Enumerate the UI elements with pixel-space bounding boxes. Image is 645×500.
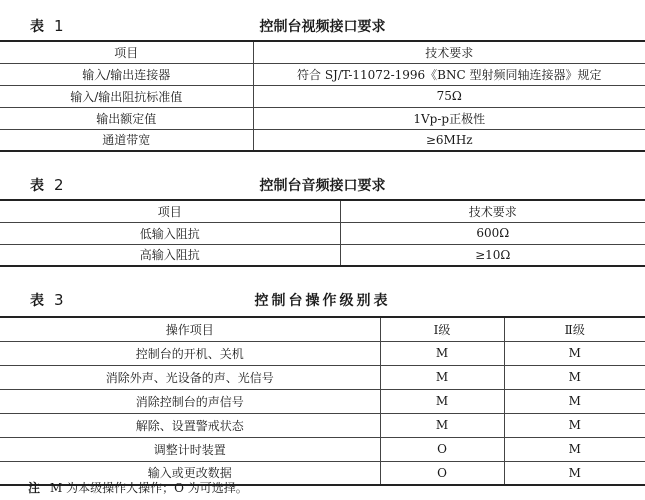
- table-cell: 输入/输出阻抗标准值: [0, 85, 253, 107]
- table-cell: M: [380, 389, 504, 413]
- table-cell: M: [380, 365, 504, 389]
- note-label: 注: [28, 481, 41, 495]
- table-cell: ≥10Ω: [340, 244, 645, 266]
- table3-operation-levels: [0, 316, 645, 486]
- table-cell: 低输入阻抗: [0, 222, 340, 244]
- table-row: [0, 365, 645, 389]
- table-cell: 消除控制台的声信号: [0, 389, 380, 413]
- table-cell: 1Vp-p正极性: [253, 107, 645, 129]
- table-cell: 控制台的开机、关机: [0, 341, 380, 365]
- table2-audio-interface: [0, 199, 645, 267]
- table-row: [0, 413, 645, 437]
- note-text: M 为本级操作人操作；O 为可选择。: [50, 481, 248, 495]
- table-cell: 600Ω: [340, 222, 645, 244]
- table-cell: M: [380, 413, 504, 437]
- table2-label: 表 2: [30, 176, 64, 194]
- table-row: [0, 63, 645, 85]
- table-header-row: [0, 317, 645, 341]
- table-cell: 高输入阻抗: [0, 244, 340, 266]
- table-cell: M: [504, 389, 645, 413]
- table-cell: M: [504, 437, 645, 461]
- table-cell: O: [380, 437, 504, 461]
- table-row: [0, 222, 645, 244]
- table3-note: [28, 479, 248, 496]
- table-cell: 输入或更改数据: [0, 461, 380, 485]
- table-cell: M: [504, 461, 645, 485]
- table-header-row: [0, 200, 645, 222]
- table3-label: 表 3: [30, 291, 64, 309]
- table-cell: ≥6MHz: [253, 129, 645, 151]
- header-cell: 操作项目: [0, 317, 380, 341]
- header-cell: 项目: [0, 200, 340, 222]
- table-cell: M: [504, 365, 645, 389]
- table-cell: M: [380, 341, 504, 365]
- table-row: [0, 107, 645, 129]
- table2-title: 控制台音频接口要求: [259, 178, 386, 194]
- table3-caption: [0, 290, 645, 312]
- header-cell: 技术要求: [253, 41, 645, 63]
- table-row: [0, 389, 645, 413]
- header-cell: Ⅰ级: [380, 317, 504, 341]
- table1-title: 控制台视频接口要求: [259, 19, 386, 35]
- table-row: [0, 129, 645, 151]
- table2-caption: [0, 175, 645, 197]
- header-cell: Ⅱ级: [504, 317, 645, 341]
- table1-video-interface: [0, 40, 645, 152]
- table3-title: 控制台操作级别表: [254, 293, 391, 309]
- table-row: [0, 244, 645, 266]
- table1-label: 表 1: [30, 17, 64, 35]
- header-cell: 技术要求: [340, 200, 645, 222]
- header-cell: 项目: [0, 41, 253, 63]
- table-cell: 解除、设置警戒状态: [0, 413, 380, 437]
- table-cell: 符合 SJ/T-11072-1996《BNC 型射频同轴连接器》规定: [253, 63, 645, 85]
- table-cell: 输入/输出连接器: [0, 63, 253, 85]
- table-cell: 消除外声、光设备的声、光信号: [0, 365, 380, 389]
- table-cell: M: [504, 341, 645, 365]
- table-cell: 通道带宽: [0, 129, 253, 151]
- table-cell: 调整计时装置: [0, 437, 380, 461]
- table-cell: M: [504, 413, 645, 437]
- table-header-row: [0, 41, 645, 63]
- table1-caption: [0, 16, 645, 38]
- table-row: [0, 341, 645, 365]
- table-cell: 输出额定值: [0, 107, 253, 129]
- table-row: [0, 437, 645, 461]
- table-row: [0, 85, 645, 107]
- table-cell: O: [380, 461, 504, 485]
- table-cell: 75Ω: [253, 85, 645, 107]
